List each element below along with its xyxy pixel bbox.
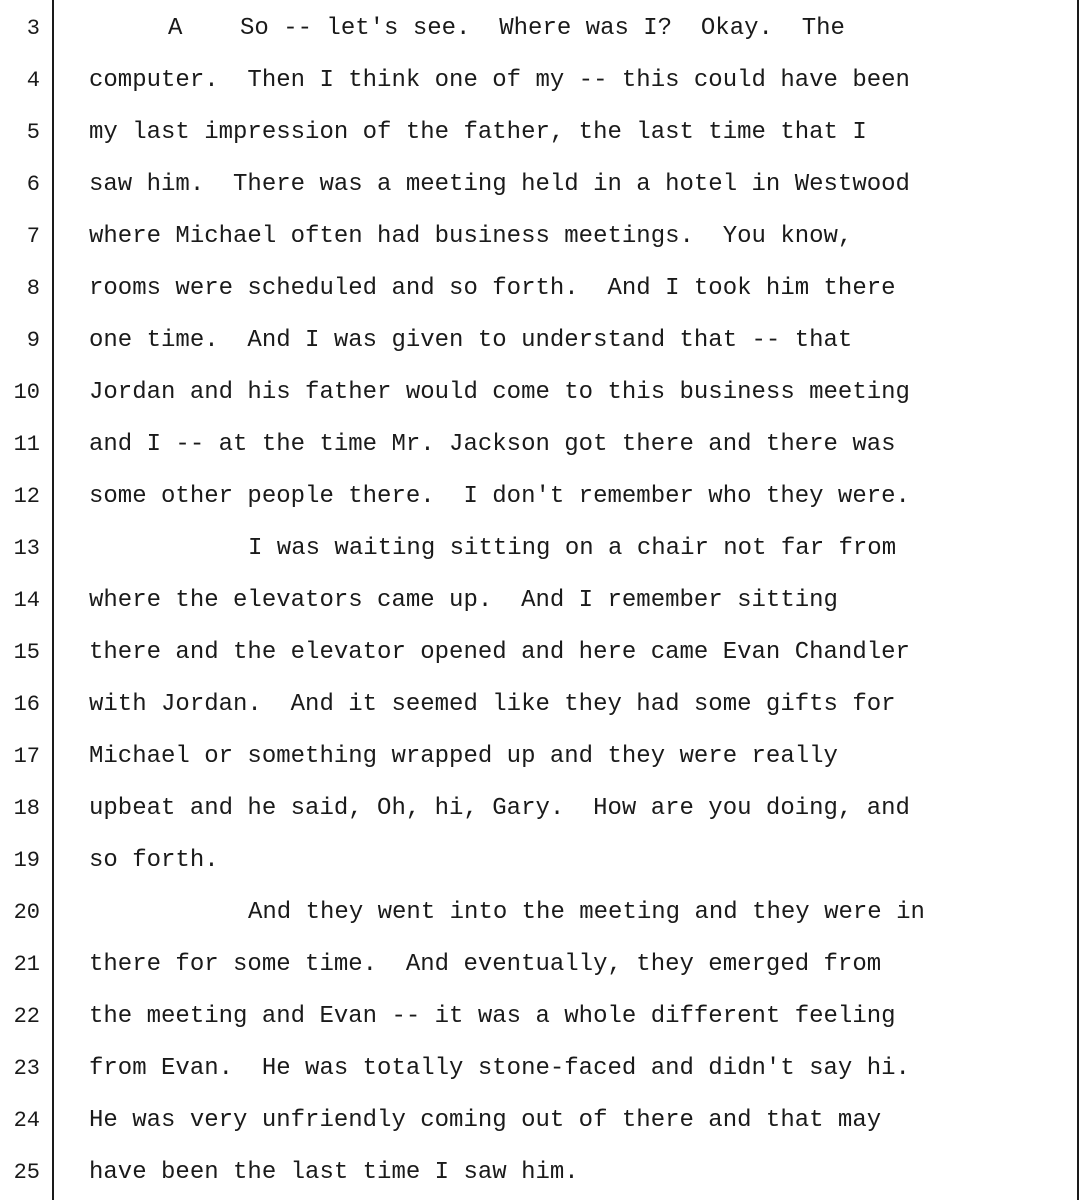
transcript-line [0,160,1087,212]
line-text: there and the elevator opened and here came Evan Chandler [89,639,910,666]
line-number: 10 [13,380,40,405]
line-text: some other people there. I don't remember who they were. [89,483,910,510]
line-number: 18 [13,796,40,821]
line-text: Jordan and his father would come to this business meeting [89,379,910,406]
line-number: 16 [13,692,40,717]
line-text: And they went into the meeting and they were in [248,899,925,926]
line-number: 5 [26,120,40,145]
transcript-line [0,992,1087,1044]
line-number: 22 [13,1004,40,1029]
line-text: Michael or something wrapped up and they were really [89,743,838,770]
line-text: I was waiting sitting on a chair not far from [248,535,897,562]
line-number: 24 [13,1108,40,1133]
transcript-line [0,628,1087,680]
line-number: 6 [26,172,40,197]
transcript-line [0,680,1087,732]
line-text: my last impression of the father, the last time that I [89,119,867,146]
transcript-line [0,888,1087,940]
transcript-line [0,4,1087,56]
line-number: 25 [13,1160,40,1185]
transcript-line [0,472,1087,524]
transcript-line [0,940,1087,992]
line-number: 4 [26,68,40,93]
line-text: with Jordan. And it seemed like they had some gifts for [89,691,896,718]
line-text: there for some time. And eventually, they emerged from [89,951,882,978]
transcript-line [0,1044,1087,1096]
transcript-line [0,264,1087,316]
transcript-lines [0,4,1087,1200]
line-number: 17 [13,744,40,769]
line-number: 15 [13,640,40,665]
line-number: 14 [13,588,40,613]
line-text: computer. Then I think one of my -- this could have been [89,67,910,94]
line-number: 13 [13,536,40,561]
transcript-line [0,732,1087,784]
transcript-line [0,1148,1087,1200]
line-number: 21 [13,952,40,977]
transcript-line [0,108,1087,160]
line-text: He was very unfriendly coming out of there and that may [89,1107,882,1134]
transcript-line [0,836,1087,888]
line-number: 23 [13,1056,40,1081]
line-number: 11 [13,432,40,457]
line-text: have been the last time I saw him. [89,1159,579,1186]
line-number: 20 [13,900,40,925]
line-text: from Evan. He was totally stone-faced and didn't say hi. [89,1055,910,1082]
line-text: where Michael often had business meetings. You know, [89,223,853,250]
line-number: 12 [13,484,40,509]
line-number: 8 [26,276,40,301]
transcript-line [0,212,1087,264]
line-text: rooms were scheduled and so forth. And I took him there [89,275,896,302]
transcript-line [0,576,1087,628]
line-text: where the elevators came up. And I remember sitting [89,587,838,614]
line-number: 3 [26,16,40,41]
transcript-line [0,420,1087,472]
transcript-line [0,56,1087,108]
transcript-line [0,784,1087,836]
line-text: upbeat and he said, Oh, hi, Gary. How are you doing, and [89,795,910,822]
line-text: so forth. [89,847,219,874]
transcript-line [0,316,1087,368]
transcript-line [0,368,1087,420]
transcript-line [0,524,1087,576]
line-number: 7 [26,224,40,249]
line-text: and I -- at the time Mr. Jackson got there and there was [89,431,896,458]
line-number: 9 [26,328,40,353]
line-number: 19 [13,848,40,873]
line-text: the meeting and Evan -- it was a whole different feeling [89,1003,896,1030]
line-text: A So -- let's see. Where was I? Okay. The [168,15,845,42]
line-text: saw him. There was a meeting held in a hotel in Westwood [89,171,910,198]
transcript-line [0,1096,1087,1148]
line-text: one time. And I was given to understand that -- that [89,327,853,354]
